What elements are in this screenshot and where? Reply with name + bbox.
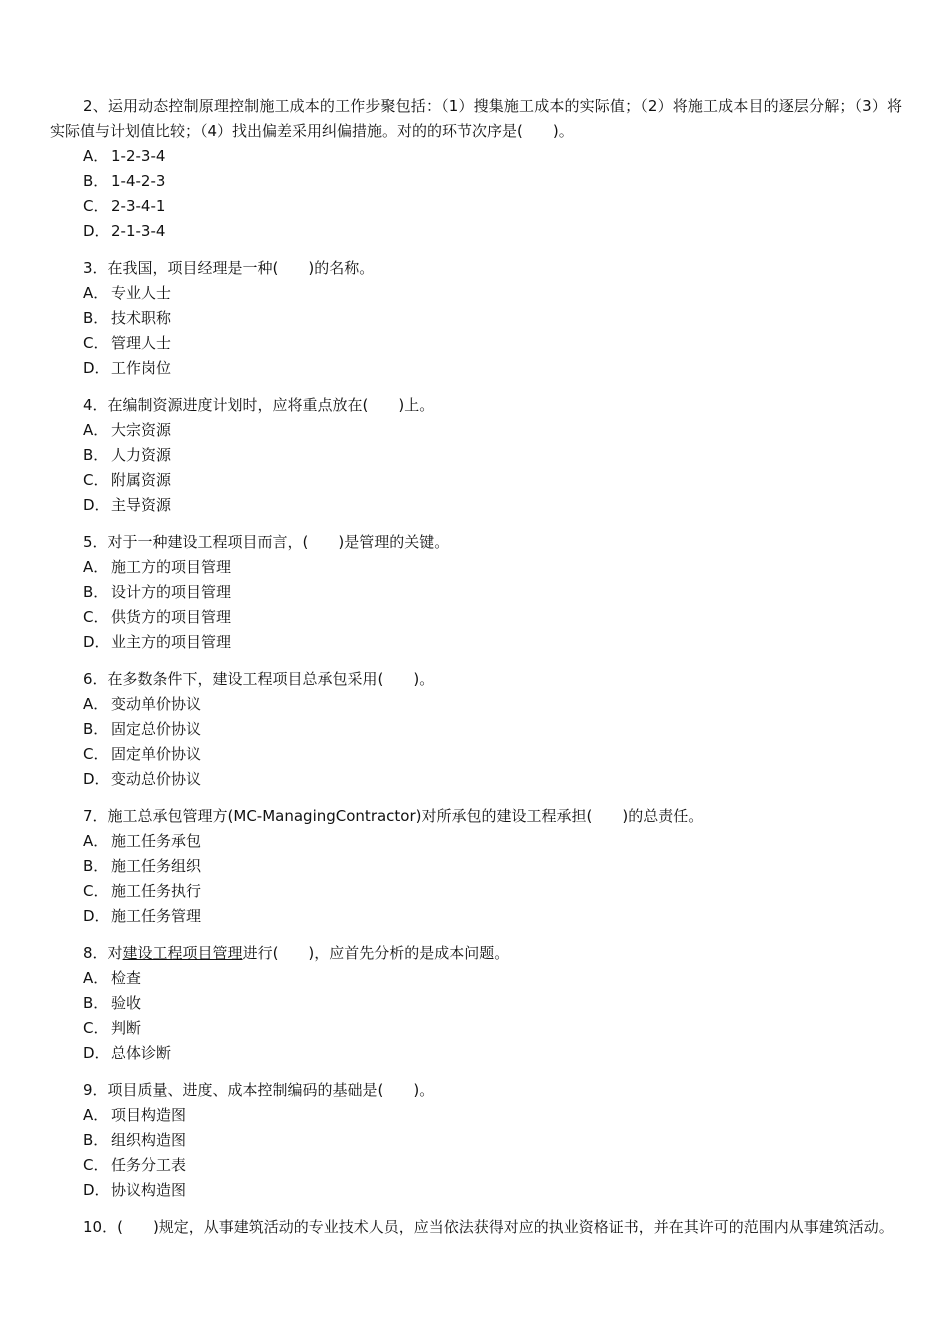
question-3-stem: 3．在我国，项目经理是一种( )的名称。 xyxy=(83,259,375,277)
spacer xyxy=(50,655,902,667)
option-letter: D． xyxy=(83,633,110,651)
option-letter: B． xyxy=(83,446,109,464)
question-8-option-a xyxy=(50,966,902,991)
question-3-option-b xyxy=(50,306,902,331)
option-letter: A． xyxy=(83,695,109,713)
question-5-option-a xyxy=(50,555,902,580)
question-10 xyxy=(50,1215,902,1240)
question-7-stem: 7．施工总承包管理方(MC-ManagingContractor)对所承包的建设工程承担( )的总责任。 xyxy=(83,807,704,825)
option-letter: A． xyxy=(83,1106,109,1124)
option-text: 固定总价协议 xyxy=(111,720,202,738)
question-5 xyxy=(50,530,902,655)
question-4 xyxy=(50,393,902,518)
spacer xyxy=(50,929,902,941)
option-letter: C． xyxy=(83,745,109,763)
option-text: 变动总价协议 xyxy=(111,770,202,788)
question-7-option-a xyxy=(50,829,902,854)
question-4-option-b xyxy=(50,443,902,468)
question-6-option-a xyxy=(50,692,902,717)
spacer xyxy=(50,381,902,393)
question-9-option-b xyxy=(50,1128,902,1153)
option-letter: D． xyxy=(83,1044,110,1062)
option-letter: B． xyxy=(83,720,109,738)
question-8-option-b xyxy=(50,991,902,1016)
question-4-option-d xyxy=(50,493,902,518)
question-8-option-c xyxy=(50,1016,902,1041)
option-text: 供货方的项目管理 xyxy=(111,608,232,626)
spacer xyxy=(50,1066,902,1078)
option-text: 固定单价协议 xyxy=(111,745,202,763)
question-8-options xyxy=(50,966,902,1066)
question-7-options xyxy=(50,829,902,929)
question-9-option-c xyxy=(50,1153,902,1178)
question-8-stem-underlined: 建设工程项目管理 xyxy=(122,944,243,962)
option-letter: B． xyxy=(83,994,109,1012)
option-letter: B． xyxy=(83,1131,109,1149)
question-3 xyxy=(50,256,902,381)
spacer xyxy=(50,518,902,530)
question-4-stem: 4．在编制资源进度计划时，应将重点放在( )上。 xyxy=(83,396,435,414)
question-5-stem: 5．对于一种建设工程项目而言，( )是管理的关键。 xyxy=(83,533,450,551)
option-text: 人力资源 xyxy=(111,446,172,464)
question-4-option-c xyxy=(50,468,902,493)
question-6 xyxy=(50,667,902,792)
option-letter: C． xyxy=(83,608,109,626)
option-text: 2-3-4-1 xyxy=(111,197,166,215)
option-text: 大宗资源 xyxy=(111,421,172,439)
option-letter: A． xyxy=(83,969,109,987)
question-5-option-b xyxy=(50,580,902,605)
question-8-option-d xyxy=(50,1041,902,1066)
option-text: 主导资源 xyxy=(111,496,172,514)
question-7-option-d xyxy=(50,904,902,929)
question-9-option-a xyxy=(50,1103,902,1128)
option-text: 协议构造图 xyxy=(111,1181,187,1199)
question-7-option-c xyxy=(50,879,902,904)
option-text: 任务分工表 xyxy=(111,1156,187,1174)
spacer xyxy=(50,1203,902,1215)
option-text: 施工方的项目管理 xyxy=(111,558,232,576)
option-text: 检查 xyxy=(111,969,142,987)
question-2-option-d xyxy=(50,219,902,244)
option-text: 专业人士 xyxy=(111,284,172,302)
question-8-stem xyxy=(50,941,902,966)
option-text: 总体诊断 xyxy=(111,1044,172,1062)
option-letter: D． xyxy=(83,770,110,788)
question-list xyxy=(50,94,902,1240)
question-7-option-b xyxy=(50,854,902,879)
option-text: 验收 xyxy=(111,994,142,1012)
question-5-options xyxy=(50,555,902,655)
option-letter: C． xyxy=(83,1156,109,1174)
question-9-options xyxy=(50,1103,902,1203)
option-text: 项目构造图 xyxy=(111,1106,187,1124)
question-8 xyxy=(50,941,902,1066)
option-text: 设计方的项目管理 xyxy=(111,583,232,601)
option-text: 判断 xyxy=(111,1019,142,1037)
question-9-option-d xyxy=(50,1178,902,1203)
question-9 xyxy=(50,1078,902,1203)
option-text: 管理人士 xyxy=(111,334,172,352)
option-letter: A． xyxy=(83,832,109,850)
option-text: 1-2-3-4 xyxy=(111,147,166,165)
question-2-option-b xyxy=(50,169,902,194)
option-letter: B． xyxy=(83,309,109,327)
option-letter: D． xyxy=(83,1181,110,1199)
option-text: 技术职称 xyxy=(111,309,172,327)
option-letter: D． xyxy=(83,222,110,240)
option-text: 附属资源 xyxy=(111,471,172,489)
question-10-stem: 10．( )规定，从事建筑活动的专业技术人员，应当依法获得对应的执业资格证书，并在其许可的范围内从事建筑活动。 xyxy=(83,1218,894,1236)
question-5-option-c xyxy=(50,605,902,630)
option-letter: C． xyxy=(83,197,109,215)
spacer xyxy=(50,792,902,804)
question-2-options xyxy=(50,144,902,244)
option-letter: D． xyxy=(83,907,110,925)
option-letter: A． xyxy=(83,147,109,165)
question-6-option-c xyxy=(50,742,902,767)
option-letter: C． xyxy=(83,334,109,352)
question-7 xyxy=(50,804,902,929)
question-4-options xyxy=(50,418,902,518)
option-text: 变动单价协议 xyxy=(111,695,202,713)
question-2 xyxy=(50,94,902,244)
option-letter: C． xyxy=(83,882,109,900)
option-letter: A． xyxy=(83,421,109,439)
question-3-option-a xyxy=(50,281,902,306)
option-text: 施工任务组织 xyxy=(111,857,202,875)
option-letter: B． xyxy=(83,583,109,601)
question-5-option-d xyxy=(50,630,902,655)
option-letter: A． xyxy=(83,558,109,576)
option-text: 施工任务承包 xyxy=(111,832,202,850)
question-4-option-a xyxy=(50,418,902,443)
option-letter: C． xyxy=(83,1019,109,1037)
option-letter: C． xyxy=(83,471,109,489)
option-text: 1-4-2-3 xyxy=(111,172,166,190)
option-letter: B． xyxy=(83,172,109,190)
question-6-stem: 6．在多数条件下，建设工程项目总承包采用( )。 xyxy=(83,670,435,688)
option-text: 组织构造图 xyxy=(111,1131,187,1149)
option-text: 施工任务管理 xyxy=(111,907,202,925)
option-text: 施工任务执行 xyxy=(111,882,202,900)
option-text: 2-1-3-4 xyxy=(111,222,166,240)
question-2-option-a xyxy=(50,144,902,169)
question-8-stem-after: 进行( )，应首先分析的是成本问题。 xyxy=(242,944,510,962)
question-6-option-d xyxy=(50,767,902,792)
spacer xyxy=(50,244,902,256)
question-6-options xyxy=(50,692,902,792)
option-letter: B． xyxy=(83,857,109,875)
question-3-options xyxy=(50,281,902,381)
question-8-stem-before: 8．对 xyxy=(83,944,123,962)
question-9-stem: 9．项目质量、进度、成本控制编码的基础是( )。 xyxy=(83,1081,435,1099)
option-text: 业主方的项目管理 xyxy=(111,633,232,651)
question-3-option-c xyxy=(50,331,902,356)
question-2-stem: 2、运用动态控制原理控制施工成本的工作步聚包括：（1）搜集施工成本的实际值；（2）将施工成本目的逐层分解；（3）将实际值与计划值比较；（4）找出偏差采用纠偏措施。对的的环节次序是( )。 xyxy=(50,97,902,140)
question-6-option-b xyxy=(50,717,902,742)
option-text: 工作岗位 xyxy=(111,359,172,377)
question-3-option-d xyxy=(50,356,902,381)
option-letter: A． xyxy=(83,284,109,302)
question-2-option-c xyxy=(50,194,902,219)
option-letter: D． xyxy=(83,496,110,514)
option-letter: D． xyxy=(83,359,110,377)
